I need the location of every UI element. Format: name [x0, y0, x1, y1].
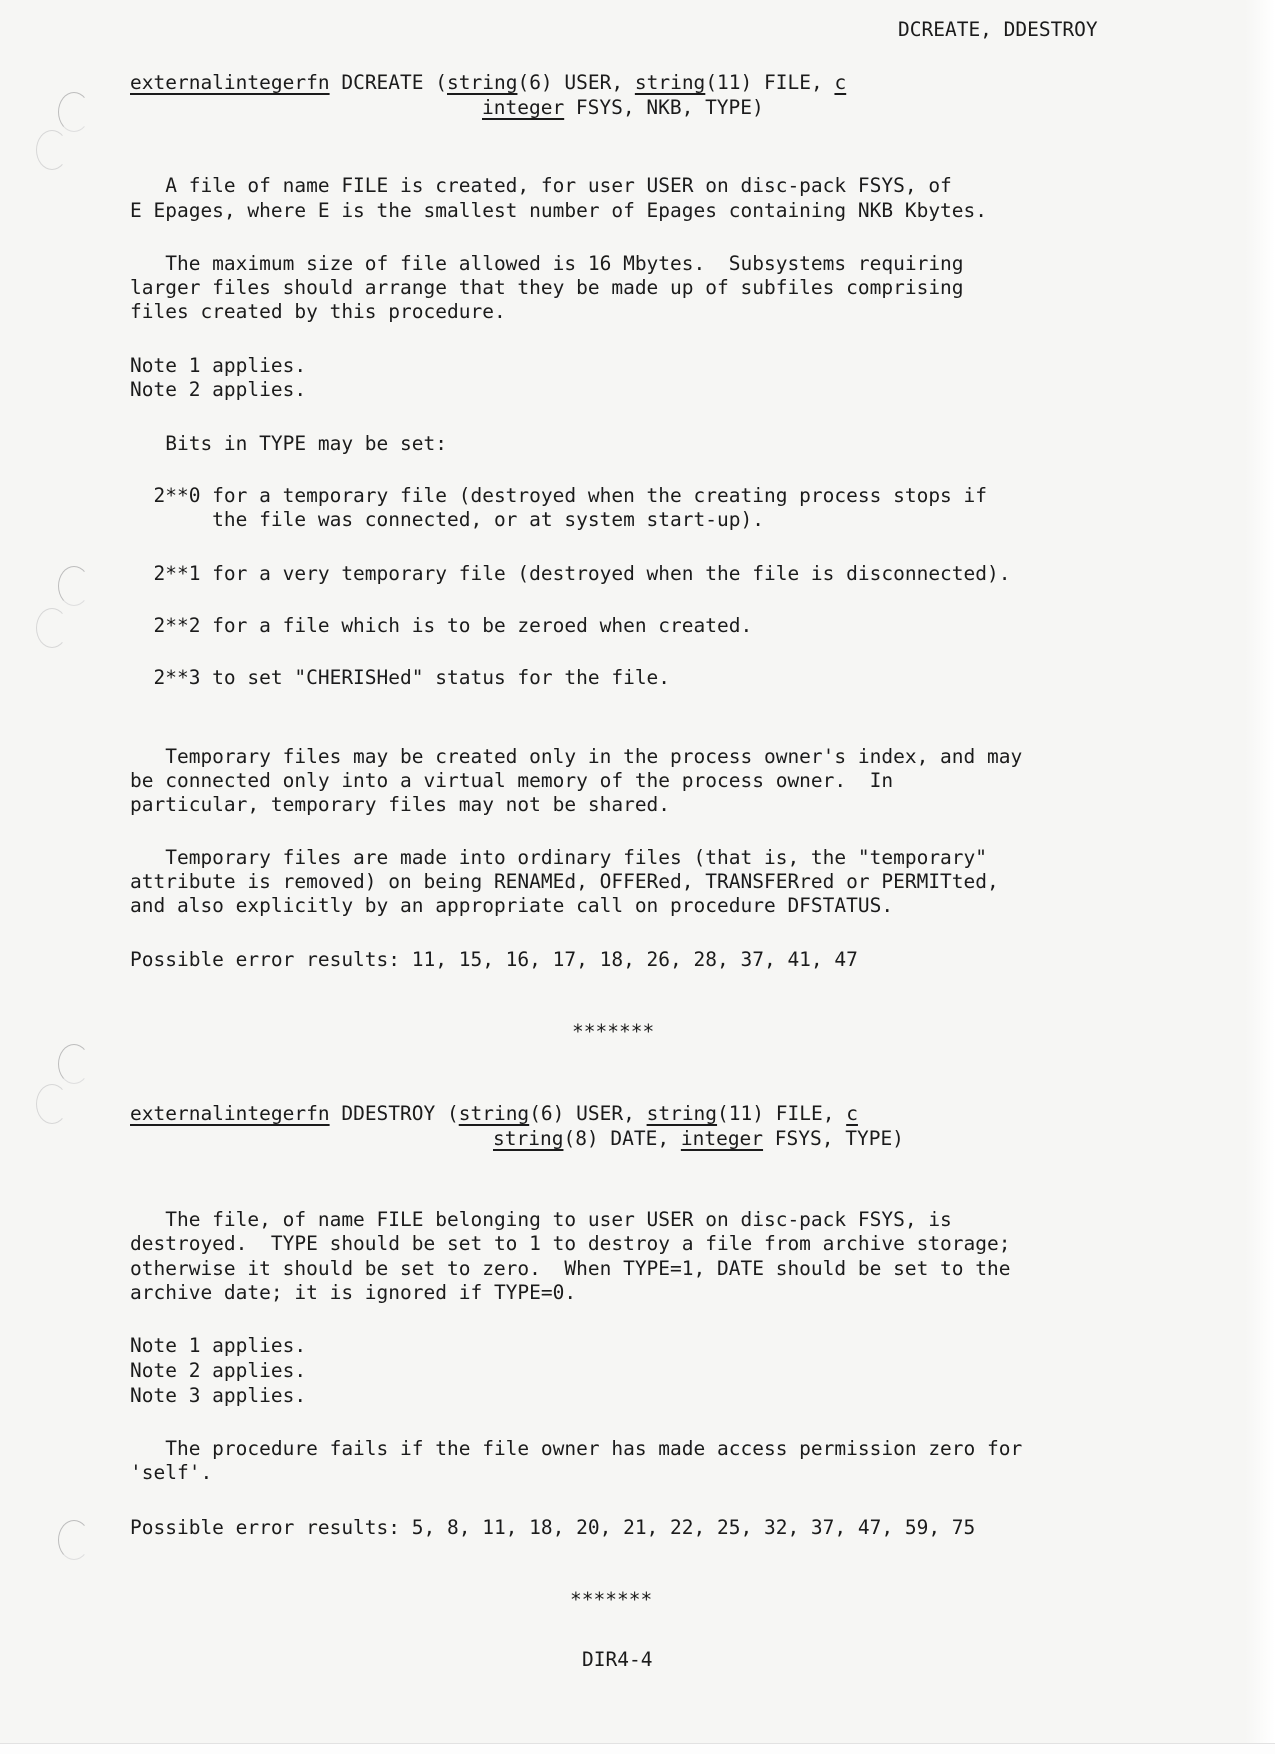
punch-hole — [58, 1520, 90, 1560]
keyword: string — [646, 1102, 718, 1125]
ddestroy-signature-line-2 — [493, 1127, 904, 1151]
bit-item: 2**2 for a file which is to be zeroed when created. — [130, 614, 753, 637]
running-header: DCREATE, DDESTROY — [898, 18, 1098, 41]
param: (11) FILE, — [705, 71, 835, 94]
ddestroy-para2-line: 'self'. — [130, 1461, 213, 1484]
dcreate-para3-line: be connected only into a virtual memory of the process owner. In — [130, 769, 894, 792]
note-line: Note 1 applies. — [130, 1334, 307, 1357]
bit-item-continuation: the file was connected, or at system start-up). — [130, 508, 764, 531]
param: FSYS, NKB, TYPE) — [564, 96, 764, 119]
bit-item: 2**3 to set "CHERISHed" status for the file. — [130, 666, 671, 689]
dcreate-para2-line: The maximum size of file allowed is 16 Mbytes. Subsystems requiring — [130, 252, 964, 275]
page-edge — [1245, 0, 1275, 1754]
dcreate-signature-line-1 — [130, 71, 846, 95]
function-name: DDESTROY ( — [329, 1102, 459, 1125]
punch-hole — [58, 1044, 90, 1084]
keyword: integer — [482, 96, 565, 119]
ddestroy-error-results: Possible error results: 5, 8, 11, 18, 20, 21, 22, 25, 32, 37, 47, 59, 75 — [130, 1516, 976, 1539]
dcreate-para2-line: files created by this procedure. — [130, 300, 506, 323]
param: (11) FILE, — [717, 1102, 847, 1125]
dcreate-para1-line: E Epages, where E is the smallest number of Epages containing NKB Kbytes. — [130, 199, 988, 222]
note-line: Note 1 applies. — [130, 354, 307, 377]
dcreate-para4-line: and also explicitly by an appropriate call on procedure DFSTATUS. — [130, 894, 894, 917]
punch-hole — [36, 608, 68, 648]
function-name: DCREATE ( — [329, 71, 447, 94]
keyword: externalintegerfn — [130, 1102, 330, 1125]
section-separator: ******* — [570, 1588, 653, 1611]
dcreate-para3-line: Temporary files may be created only in the process owner's index, and may — [130, 745, 1023, 768]
keyword: integer — [680, 1127, 764, 1150]
ddestroy-para1-line: destroyed. TYPE should be set to 1 to destroy a file from archive storage; — [130, 1232, 1011, 1255]
keyword: externalintegerfn — [130, 71, 330, 94]
ddestroy-para2-line: The procedure fails if the file owner has made access permission zero for — [130, 1437, 1023, 1460]
note-line: Note 2 applies. — [130, 1359, 307, 1382]
ddestroy-para1-line: otherwise it should be set to zero. When TYPE=1, DATE should be set to the — [130, 1257, 1011, 1280]
note-line: Note 2 applies. — [130, 378, 307, 401]
ddestroy-para1-line: archive date; it is ignored if TYPE=0. — [130, 1281, 577, 1304]
keyword: string — [447, 71, 518, 94]
param: (6) USER, — [529, 1102, 647, 1125]
bits-intro: Bits in TYPE may be set: — [130, 432, 447, 455]
dcreate-error-results: Possible error results: 11, 15, 16, 17, 18, 26, 28, 37, 41, 47 — [130, 948, 858, 971]
bit-item: 2**1 for a very temporary file (destroyed when the file is disconnected). — [130, 562, 1011, 585]
dcreate-para2-line: larger files should arrange that they be made up of subfiles comprising — [130, 276, 964, 299]
dcreate-para4-line: Temporary files are made into ordinary files (that is, the "temporary" — [130, 846, 988, 869]
ddestroy-signature-line-1 — [130, 1102, 858, 1126]
keyword: string — [458, 1102, 530, 1125]
page-number: DIR4-4 — [582, 1648, 653, 1671]
param: FSYS, TYPE) — [763, 1127, 904, 1150]
keyword: string — [493, 1127, 564, 1150]
section-separator: ******* — [572, 1020, 655, 1043]
continuation-mark: c — [846, 1102, 858, 1125]
dcreate-signature-line-2 — [482, 96, 764, 120]
dcreate-para4-line: attribute is removed) on being RENAMEd, OFFERed, TRANSFERred or PERMITted, — [130, 870, 999, 893]
keyword: string — [634, 71, 706, 94]
dcreate-para1-line: A file of name FILE is created, for user USER on disc-pack FSYS, of — [130, 174, 952, 197]
param: (6) USER, — [517, 71, 635, 94]
punch-hole — [36, 130, 68, 170]
punch-hole — [58, 92, 90, 132]
continuation-mark: c — [834, 71, 847, 94]
page-bottom-edge — [0, 1743, 1275, 1754]
param: (8) DATE, — [563, 1127, 681, 1150]
bit-item: 2**0 for a temporary file (destroyed when the creating process stops if — [130, 484, 988, 507]
note-line: Note 3 applies. — [130, 1384, 307, 1407]
punch-hole — [58, 566, 90, 606]
punch-hole — [36, 1084, 68, 1124]
dcreate-para3-line: particular, temporary files may not be shared. — [130, 793, 671, 816]
ddestroy-para1-line: The file, of name FILE belonging to user USER on disc-pack FSYS, is — [130, 1208, 952, 1231]
